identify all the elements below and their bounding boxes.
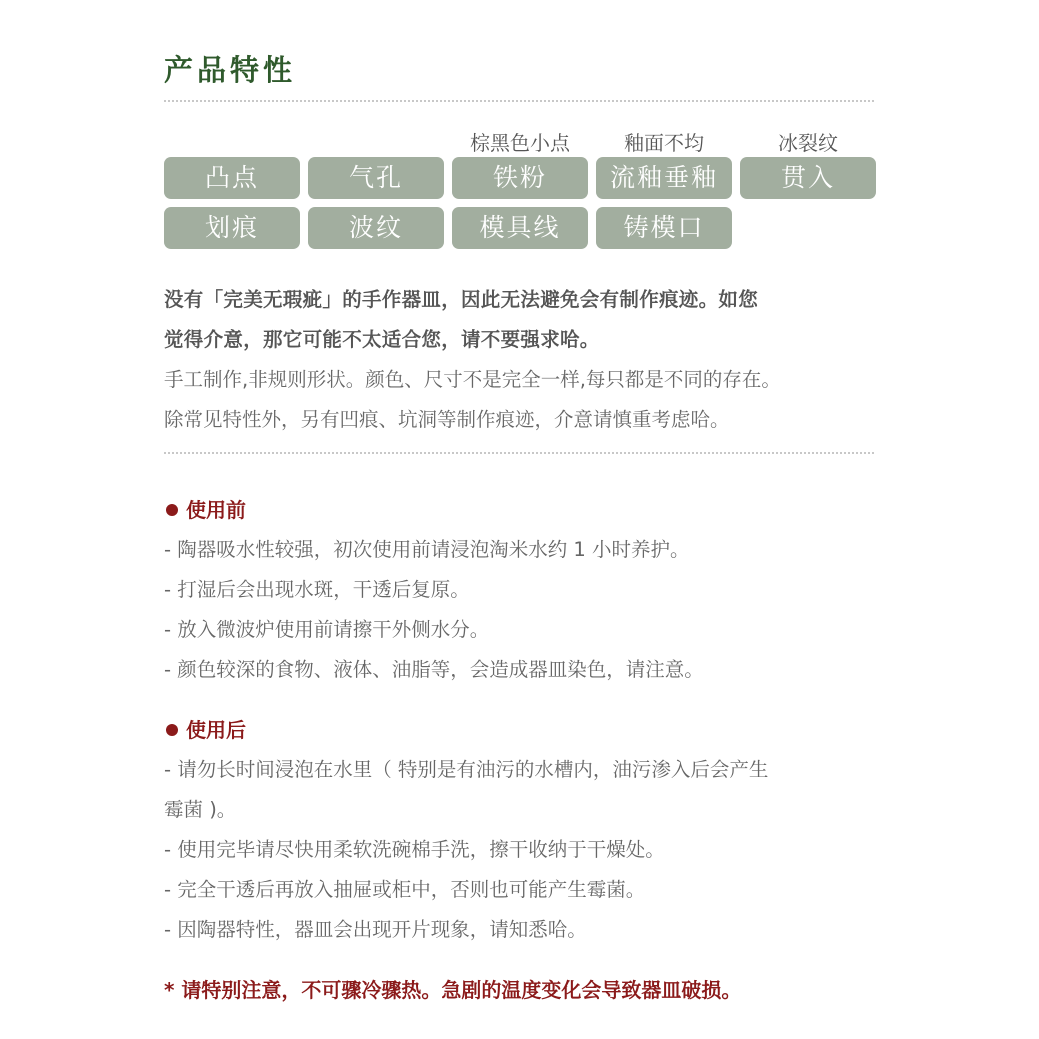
- care-item: - 因陶器特性，器皿会出现开片现象，请知悉哈。: [164, 918, 587, 941]
- care-item: - 打湿后会出现水斑，干透后复原。: [164, 578, 470, 601]
- tag-mold-line: 模具线: [452, 207, 588, 249]
- tag-cell: [596, 207, 732, 249]
- top-dotted-divider: [164, 100, 874, 102]
- notice-bold-line: 没有「完美无瑕疵」的手作器皿，因此无法避免会有制作痕迹。如您: [164, 288, 759, 311]
- notice-plain-line: 除常见特性外，另有凹痕、坑洞等制作痕迹，介意请慎重考虑哈。: [164, 408, 730, 431]
- tag-cell: [740, 131, 876, 199]
- tag-note-crackle: 冰裂纹: [778, 131, 838, 155]
- tag-crackle: 贯入: [740, 157, 876, 199]
- middle-dotted-divider: [164, 452, 874, 454]
- handmade-notice: [164, 280, 876, 440]
- tag-casting-mark: 铸模口: [596, 207, 732, 249]
- care-item: - 使用完毕请尽快用柔软洗碗棉手洗，擦干收纳于干燥处。: [164, 838, 665, 861]
- temperature-warning: * 请特别注意，不可骤冷骤热。急剧的温度变化会导致器皿破损。: [164, 978, 742, 1002]
- tag-note-glaze-drip: 釉面不均: [624, 131, 704, 155]
- bullet-dot-icon: [166, 504, 178, 516]
- tag-cell: [308, 157, 444, 199]
- tag-row-1: [164, 131, 876, 199]
- after-use-title: 使用后: [186, 718, 246, 742]
- tag-glaze-drip: 流釉垂釉: [596, 157, 732, 199]
- after-use-section: [164, 710, 876, 950]
- notice-bold-line: 觉得介意，那它可能不太适合您，请不要强求哈。: [164, 328, 600, 351]
- before-use-section: [164, 490, 876, 690]
- tag-iron-specks: 铁粉: [452, 157, 588, 199]
- tag-cell: [308, 207, 444, 249]
- notice-plain-line: 手工制作,非规则形状。颜色、尺寸不是完全一样,每只都是不同的存在。: [164, 368, 781, 391]
- tag-cell: [164, 157, 300, 199]
- care-item: - 颜色较深的食物、液体、油脂等，会造成器皿染色，请注意。: [164, 658, 704, 681]
- tag-ripple: 波纹: [308, 207, 444, 249]
- tag-cell: [164, 207, 300, 249]
- care-item: - 请勿长时间浸泡在水里（ 特别是有油污的水槽内，油污渗入后会产生: [164, 758, 769, 781]
- tag-row-2: [164, 207, 876, 249]
- before-use-title: 使用前: [186, 498, 246, 522]
- tag-pinhole: 气孔: [308, 157, 444, 199]
- care-item: - 完全干透后再放入抽屉或柜中，否则也可能产生霉菌。: [164, 878, 646, 901]
- care-item: 霉菌 )。: [164, 798, 237, 821]
- tag-bump: 凸点: [164, 157, 300, 199]
- tag-cell: [596, 131, 732, 199]
- before-use-heading: [164, 490, 876, 530]
- bullet-dot-icon: [166, 724, 178, 736]
- after-use-heading: [164, 710, 876, 750]
- section-title: 产品特性: [164, 53, 297, 87]
- tag-scratch: 划痕: [164, 207, 300, 249]
- tag-cell: [452, 131, 588, 199]
- care-item: - 陶器吸水性较强，初次使用前请浸泡淘米水约 1 小时养护。: [164, 538, 690, 561]
- tag-note-iron-specks: 棕黑色小点: [470, 131, 570, 155]
- tag-cell: [452, 207, 588, 249]
- care-item: - 放入微波炉使用前请擦干外侧水分。: [164, 618, 490, 641]
- characteristics-tag-grid: [164, 127, 876, 257]
